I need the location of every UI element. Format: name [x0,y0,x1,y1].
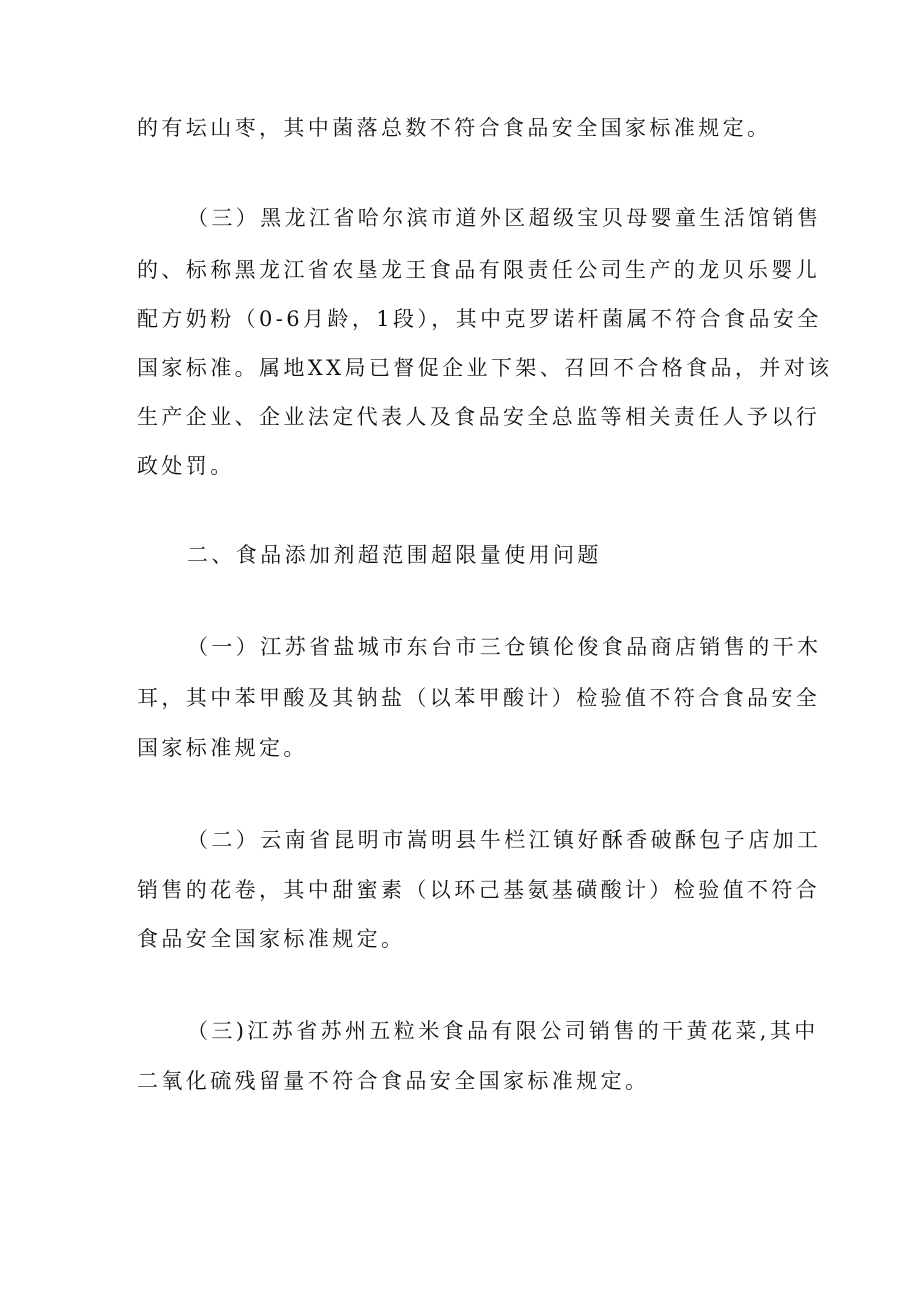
text-line: 的、标称黑龙江省农垦龙王食品有限责任公司生产的龙贝乐婴儿 [137,258,821,282]
text-line: （三)江苏省苏州五粒米食品有限公司销售的干黄花菜,其中 [187,1019,819,1043]
text-line: 配方奶粉（0-6月龄，1段），其中克罗诺杆菌属不符合食品安全 [137,307,822,331]
text-line: 国家标准规定。 [137,736,308,760]
text-line: 二氧化硫残留量不符合食品安全国家标准规定。 [137,1069,650,1093]
text-line: 食品安全国家标准规定。 [137,927,406,951]
text-line: 国家标准。属地XX局已督促企业下架、召回不合格食品，并对该 [137,356,833,380]
text-line: 销售的花卷，其中甜蜜素（以环己基氨基磺酸计）检验值不符合 [137,878,821,902]
text-line: 政处罚。 [137,454,235,478]
text-line: 耳，其中苯甲酸及其钠盐（以苯甲酸计）检验值不符合食品安全 [137,686,821,710]
text-line: 生产企业、企业法定代表人及食品安全总监等相关责任人予以行 [137,405,821,429]
text-line: （一）江苏省盐城市东台市三仓镇伦俊食品商店销售的干木 [187,635,822,659]
section-heading: 二、食品添加剂超范围超限量使用问题 [187,543,602,567]
text-line: （二）云南省昆明市嵩明县牛栏江镇好酥香破酥包子店加工 [187,828,822,852]
text-line: （三）黑龙江省哈尔滨市道外区超级宝贝母婴童生活馆销售 [187,206,822,230]
text-line: 的有坛山枣，其中菌落总数不符合食品安全国家标准规定。 [137,116,772,140]
